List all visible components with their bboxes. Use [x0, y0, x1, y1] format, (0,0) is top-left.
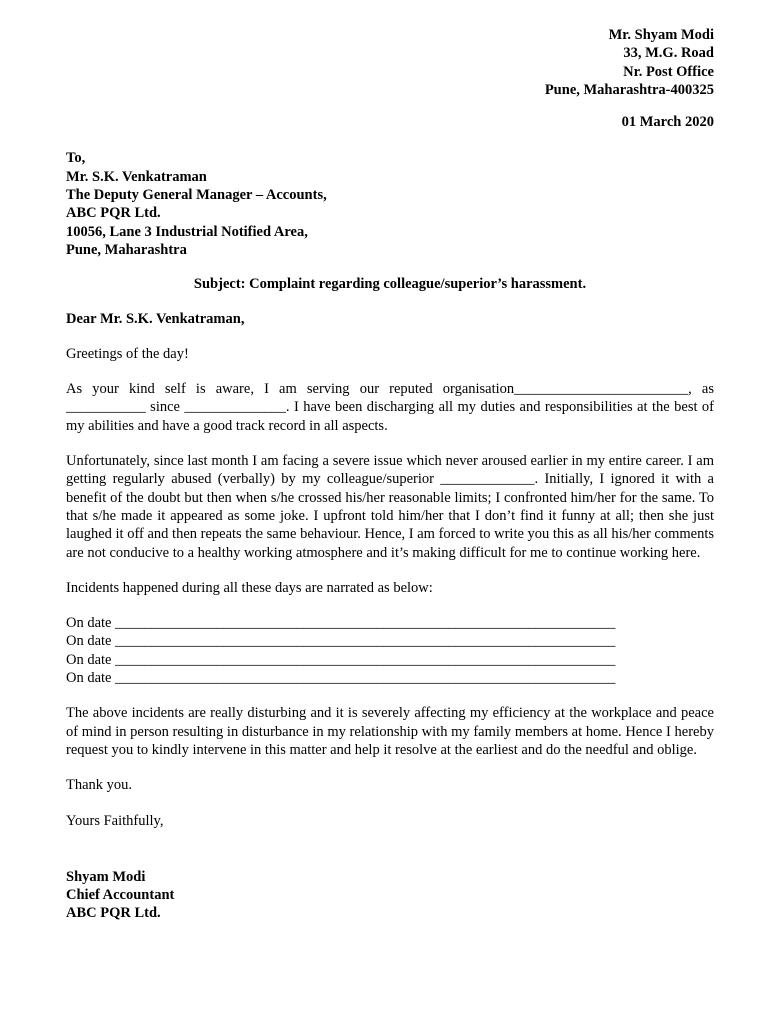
incident-line: On date _____________________________________________________________________	[66, 633, 616, 650]
recipient-address-line-2: Pune, Maharashtra	[66, 241, 187, 258]
sender-address-block	[66, 26, 714, 99]
sender-name: Mr. Shyam Modi	[608, 27, 714, 43]
sender-address-line-2: Nr. Post Office	[623, 63, 714, 80]
sender-address-line-1: 33, M.G. Road	[623, 45, 714, 62]
closing: Yours Faithfully,	[66, 812, 164, 829]
greeting: Greetings of the day!	[66, 345, 189, 362]
signature-title: Chief Accountant	[66, 887, 175, 904]
paragraph-employment: As your kind self is aware, I am serving our reputed organisation________________________, as ___________ since ______________. I have been discharging all my duties and responsibilities at the best of my abilities and have a good track record in all aspects.	[66, 381, 714, 434]
letter-page	[66, 26, 714, 923]
paragraph-issue: Unfortunately, since last month I am facing a severe issue which never aroused earlier in my entire career. I am getting regularly abused (verbally) by my colleague/superior _____________. Initially, I ignored it with a benefit of the doubt but then when s/he crossed his/her reasonable limits; I confronted him/her for the same. To that s/he made it appeared as some joke. I upfront told him/her that I don’t find it funny at all; then she just laughed it off and then repeats the same behaviour. Hence, I am forced to write you this as all his/her comments are not conducive to a healthy working atmosphere and it’s making difficult for me to continue working here.	[66, 453, 715, 561]
recipient-company: ABC PQR Ltd.	[66, 205, 161, 222]
recipient-address-line-1: 10056, Lane 3 Industrial Notified Area,	[66, 223, 308, 240]
incidents-intro: Incidents happened during all these days are narrated as below:	[66, 579, 433, 596]
incident-line: On date _____________________________________________________________________	[66, 615, 616, 632]
thank-you: Thank you.	[66, 777, 133, 794]
letter-date: 01 March 2020	[621, 114, 714, 131]
incident-list	[66, 614, 714, 687]
recipient-to: To,	[66, 150, 86, 167]
signature-name: Shyam Modi	[66, 868, 146, 885]
paragraph-request: The above incidents are really disturbing and it is severely affecting my efficiency at the workplace and peace of mind in person resulting in disturbance in my relationship with my family members at home. Hence I hereby request you to kindly intervene in this matter and help it resolve at the earliest and do the needful and oblige.	[66, 705, 714, 758]
incident-line: On date _____________________________________________________________________	[66, 651, 616, 668]
recipient-address-block	[66, 149, 714, 259]
signature-company: ABC PQR Ltd.	[66, 905, 161, 922]
salutation: Dear Mr. S.K. Venkatraman,	[66, 310, 245, 327]
recipient-designation: The Deputy General Manager – Accounts,	[66, 187, 327, 204]
incident-line: On date _____________________________________________________________________	[66, 670, 616, 687]
letter-subject: Subject: Complaint regarding colleague/superior’s harassment.	[193, 276, 587, 293]
signature-block	[66, 868, 714, 923]
recipient-name: Mr. S.K. Venkatraman	[66, 168, 207, 185]
sender-address-line-3: Pune, Maharashtra-400325	[544, 81, 714, 98]
